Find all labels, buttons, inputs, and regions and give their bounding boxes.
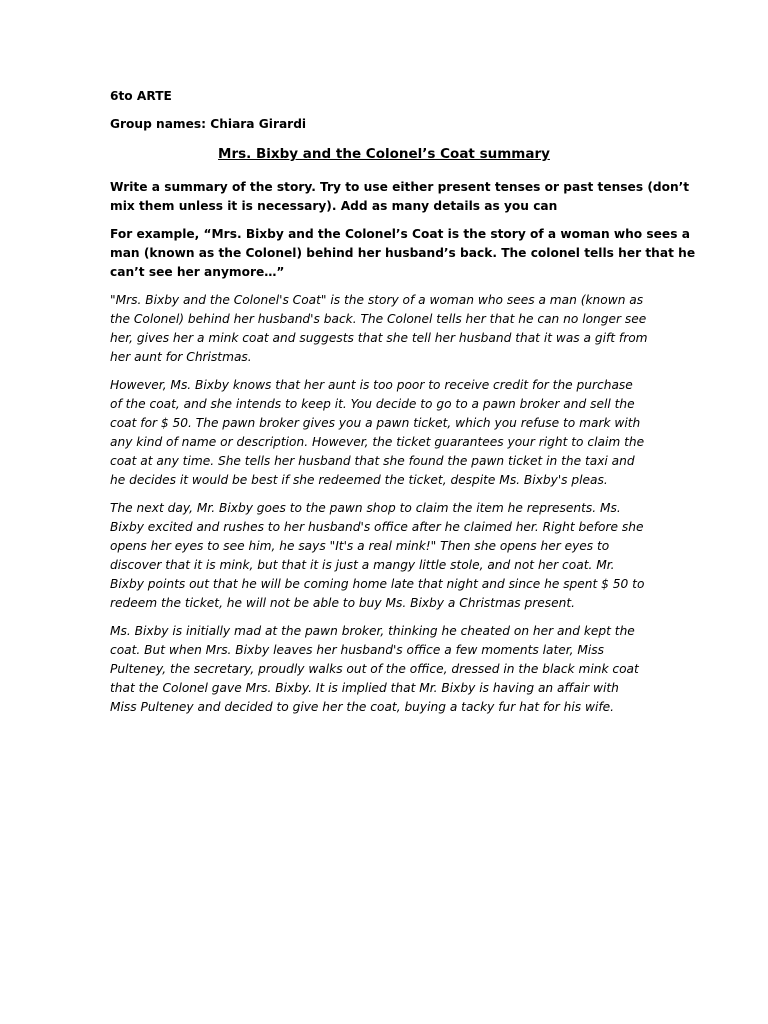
summary-paragraph-1: [110, 291, 658, 367]
example-line: For example, “Mrs. Bixby and the Colonel’s Coat is the story of a woman who sees a: [110, 226, 690, 241]
summary-paragraph-2: [110, 376, 658, 490]
summary-line: Ms. Bixby is initially mad at the pawn broker, thinking he cheated on her and kept the: [110, 623, 635, 638]
summary-line: any kind of name or description. However, the ticket guarantees your right to claim the: [110, 434, 645, 449]
summary-line: the Colonel) behind her husband's back. The Colonel tells her that he can no longer see: [110, 311, 647, 326]
summary-line: that the Colonel gave Mrs. Bixby. It is implied that Mr. Bixby is having an affair with: [110, 680, 619, 695]
example-line: can’t see her anymore…”: [110, 264, 285, 279]
summary-line: However, Ms. Bixby knows that her aunt is too poor to receive credit for the purchase: [110, 377, 633, 392]
summary-line: her, gives her a mink coat and suggests that she tell her husband that it was a gift from: [110, 330, 648, 345]
document-page: [110, 87, 696, 717]
summary-line: Bixby points out that he will be coming home late that night and since he spent $ 50 to: [110, 576, 645, 591]
group-names: Group names: Chiara Girardi: [110, 117, 307, 131]
summary-line: Miss Pulteney and decided to give her the coat, buying a tacky fur hat for his wife.: [110, 699, 614, 714]
summary-line: The next day, Mr. Bixby goes to the pawn shop to claim the item he represents. Ms.: [110, 500, 621, 515]
document-title: Mrs. Bixby and the Colonel’s Coat summary: [218, 146, 550, 162]
instructions-line: mix them unless it is necessary). Add as many details as you can: [110, 198, 558, 213]
instructions: [110, 178, 690, 216]
summary-line: Pulteney, the secretary, proudly walks out of the office, dressed in the black mink coat: [110, 661, 639, 676]
summary-line: opens her eyes to see him, he says "It's a real mink!" Then she opens her eyes to: [110, 538, 610, 553]
instructions-line: Write a summary of the story. Try to use either present tenses or past tenses (don’t: [110, 179, 690, 194]
class-label: 6to ARTE: [110, 89, 172, 103]
summary-line: coat for $ 50. The pawn broker gives you a pawn ticket, which you refuse to mark with: [110, 415, 641, 430]
summary-line: her aunt for Christmas.: [110, 349, 252, 364]
summary-line: redeem the ticket, he will not be able to buy Ms. Bixby a Christmas present.: [110, 595, 575, 610]
summary-line: discover that it is mink, but that it is just a mangy little stole, and not her coat. Mr.: [110, 557, 615, 572]
summary-line: of the coat, and she intends to keep it. You decide to go to a pawn broker and sell the: [110, 396, 635, 411]
summary-line: he decides it would be best if she redeemed the ticket, despite Ms. Bixby's pleas.: [110, 472, 608, 487]
example-paragraph: [110, 225, 696, 282]
summary-paragraph-3: [110, 499, 658, 613]
summary-line: Bixby excited and rushes to her husband's office after he claimed her. Right before she: [110, 519, 644, 534]
summary-line: coat. But when Mrs. Bixby leaves her husband's office a few moments later, Miss: [110, 642, 604, 657]
example-line: man (known as the Colonel) behind her husband’s back. The colonel tells her that he: [110, 245, 696, 260]
summary-line: "Mrs. Bixby and the Colonel's Coat" is the story of a woman who sees a man (known as: [110, 292, 644, 307]
summary-line: coat at any time. She tells her husband that she found the pawn ticket in the taxi and: [110, 453, 635, 468]
summary-paragraph-4: [110, 622, 658, 717]
